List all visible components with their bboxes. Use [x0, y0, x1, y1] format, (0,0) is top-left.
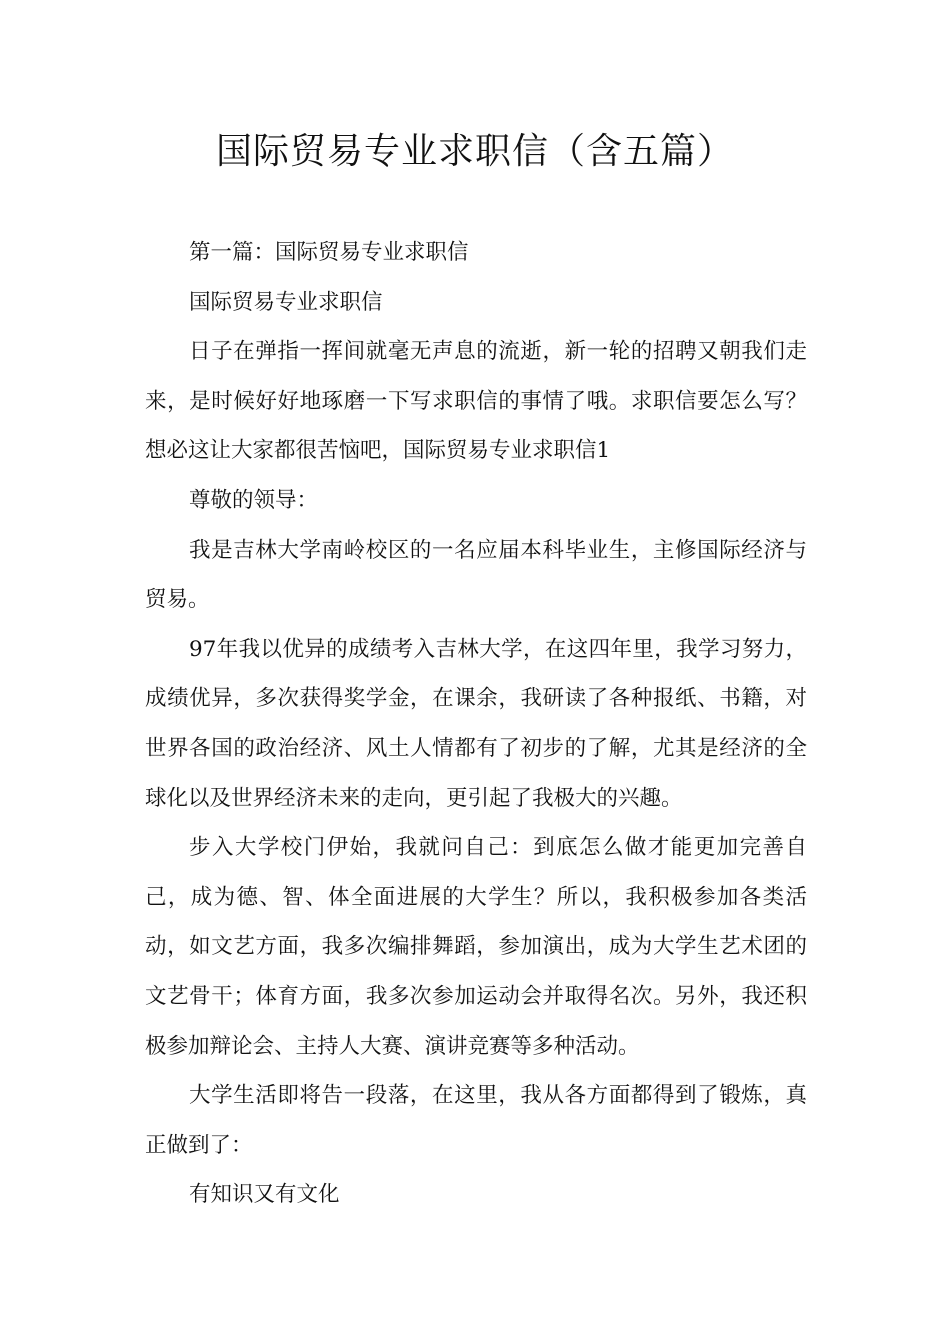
paragraph: 我是吉林大学南岭校区的一名应届本科毕业生，主修国际经济与贸易。 — [145, 537, 807, 613]
paragraph: 步入大学校门伊始，我就问自己：到底怎么做才能更加完善自己，成为德、智、体全面进展的大学生？所以，我积极参加各类活动，如文艺方面，我多次编排舞蹈，参加演出，成为大学生艺术团的文艺骨干；体育方面，我多次参加运动会并取得名次。另外，我还积极参加辩论会、主持人大赛、演讲竞赛等多种活动。 — [145, 835, 807, 1059]
paragraph: 97年我以优异的成绩考入吉林大学，在这四年里，我学习努力，成绩优异，多次获得奖学金，在课余，我研读了各种报纸、书籍，对世界各国的政治经济、风土人情都有了初步的了解，尤其是经济的全球化以及世界经济未来的走向，更引起了我极大的兴趣。 — [145, 636, 807, 811]
document-body — [145, 228, 807, 1220]
section-heading: 第一篇：国际贸易专业求职信 — [189, 240, 469, 265]
paragraph: 有知识又有文化 — [189, 1182, 340, 1208]
paragraph: 日子在弹指一挥间就毫无声息的流逝，新一轮的招聘又朝我们走来，是时候好好地琢磨一下写求职信的事情了哦。求职信要怎么写？想必这让大家都很苦恼吧，国际贸易专业求职信1 — [145, 339, 807, 464]
salutation: 尊敬的领导： — [189, 487, 319, 513]
document-title: 国际贸易专业求职信（含五篇） — [215, 131, 734, 172]
letter-title: 国际贸易专业求职信 — [189, 289, 383, 315]
paragraph: 大学生活即将告一段落，在这里，我从各方面都得到了锻炼，真正做到了： — [145, 1083, 807, 1158]
